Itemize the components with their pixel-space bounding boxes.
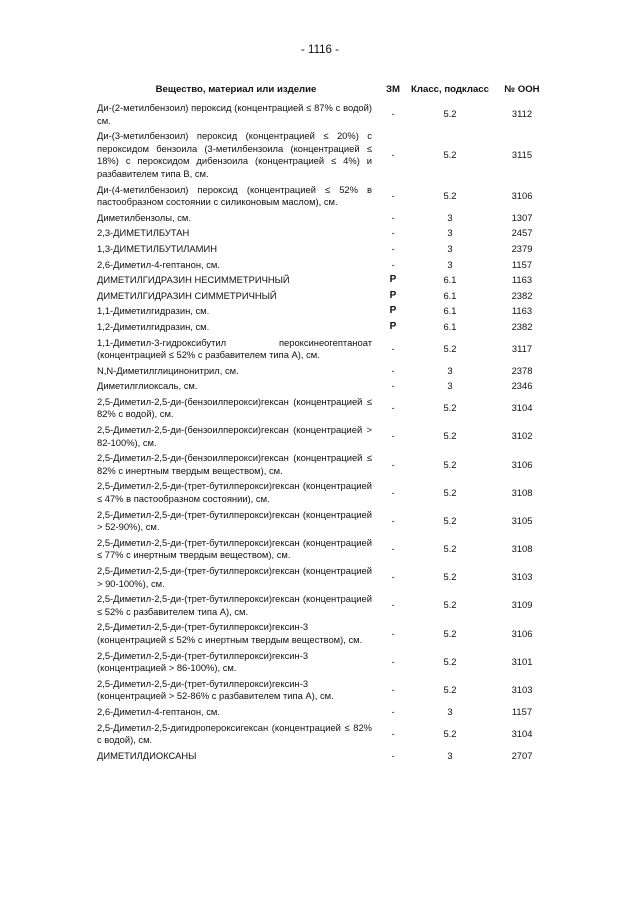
zm-cell: Р bbox=[389, 274, 397, 286]
table-row bbox=[97, 395, 555, 423]
substance-cell: 2,5-Диметил-2,5-ди-(трет-бутилперокси)гексин-3 (концентрацией > 86-100%), см. bbox=[97, 649, 309, 674]
table-row bbox=[97, 258, 555, 274]
class-cell: 3 bbox=[447, 227, 453, 239]
un-number-cell: 2382 bbox=[511, 289, 533, 301]
zm-cell: - bbox=[391, 402, 395, 414]
substance-cell: Диметилглиоксаль, см. bbox=[97, 380, 198, 392]
class-cell: 6.1 bbox=[443, 289, 457, 301]
table-row bbox=[97, 101, 555, 129]
zm-cell: - bbox=[391, 458, 395, 470]
substance-cell: 2,5-Диметил-2,5-ди-(трет-бутилперокси)гексан (концентрацией > 52-90%), см. bbox=[97, 508, 372, 533]
zm-cell: - bbox=[391, 430, 395, 442]
zm-cell: Р bbox=[389, 305, 397, 317]
table-row bbox=[97, 320, 555, 336]
class-cell: 5.2 bbox=[443, 149, 457, 161]
table-row bbox=[97, 273, 555, 289]
substance-cell: 2,5-Диметил-2,5-ди-(трет-бутилперокси)гексин-3 (концентрацией ≤ 52% с инертным твердым веществом), см. bbox=[97, 621, 363, 645]
un-number-cell: 3109 bbox=[511, 599, 533, 611]
table-row bbox=[97, 183, 555, 211]
table-row bbox=[97, 536, 555, 564]
substance-cell: 2,5-Диметил-2,5-ди-(трет-бутилперокси)гексан (концентрацией ≤ 47% в пастообразном состоянии), см. bbox=[97, 480, 372, 505]
class-cell: 5.2 bbox=[443, 627, 457, 639]
zm-cell: - bbox=[391, 211, 395, 223]
zm-cell: - bbox=[391, 705, 395, 717]
un-number-cell: 1163 bbox=[511, 274, 533, 286]
class-cell: 5.2 bbox=[443, 342, 457, 354]
un-number-cell: 3104 bbox=[511, 402, 533, 414]
zm-cell: - bbox=[391, 108, 395, 120]
class-cell: 6.1 bbox=[443, 320, 457, 332]
table-header bbox=[97, 84, 555, 101]
un-number-cell: 1157 bbox=[511, 258, 533, 270]
substance-cell: Ди-(3-метилбензоил) пероксид (концентрацией ≤ 20%) с пероксидом бензоила (3-метилбензоила (концентрацией ≤ 18%) с пероксидом дибензоила (концентрацией ≤ 4%) и разбавителем типа В, см. bbox=[97, 130, 372, 179]
substance-cell: 2,5-Диметил-2,5-дигидропероксигексан (концентрацией ≤ 82% с водой), см. bbox=[97, 721, 372, 746]
un-number-cell: 3112 bbox=[511, 108, 533, 120]
page-number: - 1116 - bbox=[301, 44, 339, 56]
substance-cell: 1,1-Диметил-3-гидроксибутил пероксинеогептаноат (концентрацией ≤ 52% с разбавителем типа А), см. bbox=[97, 336, 372, 361]
class-cell: 5.2 bbox=[443, 430, 457, 442]
class-cell: 5.2 bbox=[443, 727, 457, 739]
substance-cell: ДИМЕТИЛГИДРАЗИН СИММЕТРИЧНЫЙ bbox=[97, 289, 277, 301]
substance-cell: 1,3-ДИМЕТИЛБУТИЛАМИН bbox=[97, 242, 218, 254]
header-substance: Вещество, материал или изделие bbox=[155, 84, 317, 95]
substance-cell: N,N-Диметилглицинонитрил, см. bbox=[97, 364, 239, 376]
zm-cell: - bbox=[391, 543, 395, 555]
substance-cell: 2,5-Диметил-2,5-ди-(трет-бутилперокси)гексан (концентрацией > 90-100%), см. bbox=[97, 565, 372, 589]
un-number-cell: 3106 bbox=[511, 189, 533, 201]
table-row bbox=[97, 129, 555, 182]
table-row bbox=[97, 649, 555, 677]
class-cell: 6.1 bbox=[443, 305, 457, 317]
table-row bbox=[97, 226, 555, 242]
un-number-cell: 3105 bbox=[511, 514, 533, 526]
class-cell: 5.2 bbox=[443, 599, 457, 611]
class-cell: 3 bbox=[447, 242, 453, 254]
zm-cell: - bbox=[391, 571, 395, 583]
class-cell: 5.2 bbox=[443, 458, 457, 470]
table-row bbox=[97, 620, 555, 648]
substance-cell: 2,5-Диметил-2,5-ди-(бензоилперокси)гексан (концентрацией ≤ 82% с водой), см. bbox=[97, 395, 372, 420]
zm-cell: - bbox=[391, 684, 395, 696]
dangerous-goods-table bbox=[97, 84, 555, 764]
table-row bbox=[97, 479, 555, 507]
substance-cell: 2,3-ДИМЕТИЛБУТАН bbox=[97, 227, 190, 239]
table-row bbox=[97, 364, 555, 380]
header-class: Класс, подкласс bbox=[411, 84, 489, 95]
table-row bbox=[97, 304, 555, 320]
zm-cell: - bbox=[391, 380, 395, 392]
zm-cell: - bbox=[391, 749, 395, 761]
un-number-cell: 1163 bbox=[511, 305, 533, 317]
class-cell: 6.1 bbox=[443, 274, 457, 286]
class-cell: 5.2 bbox=[443, 108, 457, 120]
substance-cell: 2,5-Диметил-2,5-ди-(трет-бутилперокси)гексан (концентрацией ≤ 52% с разбавителем типа А), см. bbox=[97, 593, 372, 617]
un-number-cell: 3103 bbox=[511, 571, 533, 583]
class-cell: 5.2 bbox=[443, 402, 457, 414]
table-row bbox=[97, 677, 555, 705]
class-cell: 3 bbox=[447, 705, 453, 717]
zm-cell: - bbox=[391, 627, 395, 639]
class-cell: 3 bbox=[447, 364, 453, 376]
table-row bbox=[97, 749, 555, 765]
zm-cell: - bbox=[391, 599, 395, 611]
substance-cell: 2,5-Диметил-2,5-ди-(бензоилперокси)гексан (концентрацией ≤ 82% с инертным твердым веществом), см. bbox=[97, 452, 372, 476]
substance-cell: ДИМЕТИЛДИОКСАНЫ bbox=[97, 749, 197, 761]
class-cell: 5.2 bbox=[443, 514, 457, 526]
table-row bbox=[97, 242, 555, 258]
substance-cell: 1,1-Диметилгидразин, см. bbox=[97, 305, 210, 317]
table-row bbox=[97, 379, 555, 395]
table-row bbox=[97, 592, 555, 620]
substance-cell: 1,2-Диметилгидразин, см. bbox=[97, 320, 210, 332]
zm-cell: Р bbox=[389, 320, 397, 332]
class-cell: 3 bbox=[447, 749, 453, 761]
zm-cell: - bbox=[391, 486, 395, 498]
un-number-cell: 3106 bbox=[511, 627, 533, 639]
table-row bbox=[97, 451, 555, 479]
substance-cell: 2,6-Диметил-4-гептанон, см. bbox=[97, 705, 220, 717]
header-un-number: № ООН bbox=[504, 84, 540, 95]
substance-cell: 2,5-Диметил-2,5-ди-(бензоилперокси)гексан (концентрацией > 82-100%), см. bbox=[97, 424, 372, 448]
substance-cell: ДИМЕТИЛГИДРАЗИН НЕСИММЕТРИЧНЫЙ bbox=[97, 274, 290, 286]
un-number-cell: 2378 bbox=[511, 364, 533, 376]
table-row bbox=[97, 705, 555, 721]
substance-cell: Диметилбензолы, см. bbox=[97, 211, 191, 223]
substance-cell: Ди-(4-метилбензоил) пероксид (концентрацией ≤ 52% в пастообразном состоянии с силиконовым маслом), см. bbox=[97, 183, 372, 208]
header-zm: ЗМ bbox=[385, 84, 400, 95]
class-cell: 5.2 bbox=[443, 486, 457, 498]
zm-cell: - bbox=[391, 242, 395, 254]
zm-cell: - bbox=[391, 364, 395, 376]
table-row bbox=[97, 721, 555, 749]
class-cell: 3 bbox=[447, 211, 453, 223]
table-row bbox=[97, 423, 555, 451]
table-row bbox=[97, 336, 555, 364]
class-cell: 3 bbox=[447, 380, 453, 392]
zm-cell: Р bbox=[389, 289, 397, 301]
table-row bbox=[97, 211, 555, 227]
un-number-cell: 2457 bbox=[511, 227, 533, 239]
un-number-cell: 3104 bbox=[511, 727, 533, 739]
zm-cell: - bbox=[391, 189, 395, 201]
class-cell: 5.2 bbox=[443, 655, 457, 667]
substance-cell: 2,5-Диметил-2,5-ди-(трет-бутилперокси)гексин-3 (концентрацией > 52-86% с разбавителем типа А), см. bbox=[97, 677, 334, 702]
table-row bbox=[97, 289, 555, 305]
un-number-cell: 3108 bbox=[511, 486, 533, 498]
un-number-cell: 3103 bbox=[511, 684, 533, 696]
un-number-cell: 2707 bbox=[511, 749, 533, 761]
zm-cell: - bbox=[391, 342, 395, 354]
table-row bbox=[97, 564, 555, 592]
un-number-cell: 3117 bbox=[511, 342, 533, 354]
class-cell: 3 bbox=[447, 258, 453, 270]
un-number-cell: 3115 bbox=[511, 149, 533, 161]
un-number-cell: 1307 bbox=[511, 211, 533, 223]
header-row bbox=[97, 84, 555, 101]
class-cell: 5.2 bbox=[443, 571, 457, 583]
substance-cell: 2,6-Диметил-4-гептанон, см. bbox=[97, 258, 220, 270]
class-cell: 5.2 bbox=[443, 684, 457, 696]
zm-cell: - bbox=[391, 727, 395, 739]
un-number-cell: 2346 bbox=[511, 380, 533, 392]
table-row bbox=[97, 508, 555, 536]
un-number-cell: 2382 bbox=[511, 320, 533, 332]
un-number-cell: 3102 bbox=[511, 430, 533, 442]
un-number-cell: 3106 bbox=[511, 458, 533, 470]
zm-cell: - bbox=[391, 227, 395, 239]
substance-cell: 2,5-Диметил-2,5-ди-(трет-бутилперокси)гексан (концентрацией ≤ 77% с инертным твердым веществом), см. bbox=[97, 536, 372, 561]
zm-cell: - bbox=[391, 514, 395, 526]
un-number-cell: 3108 bbox=[511, 543, 533, 555]
un-number-cell: 1157 bbox=[511, 705, 533, 717]
substance-cell: Ди-(2-метилбензоил) пероксид (концентрацией ≤ 87% с водой) см. bbox=[97, 102, 372, 126]
class-cell: 5.2 bbox=[443, 543, 457, 555]
class-cell: 5.2 bbox=[443, 189, 457, 201]
table-body bbox=[97, 101, 555, 764]
zm-cell: - bbox=[391, 655, 395, 667]
zm-cell: - bbox=[391, 149, 395, 161]
un-number-cell: 3101 bbox=[511, 655, 533, 667]
zm-cell: - bbox=[391, 258, 395, 270]
un-number-cell: 2379 bbox=[511, 242, 533, 254]
